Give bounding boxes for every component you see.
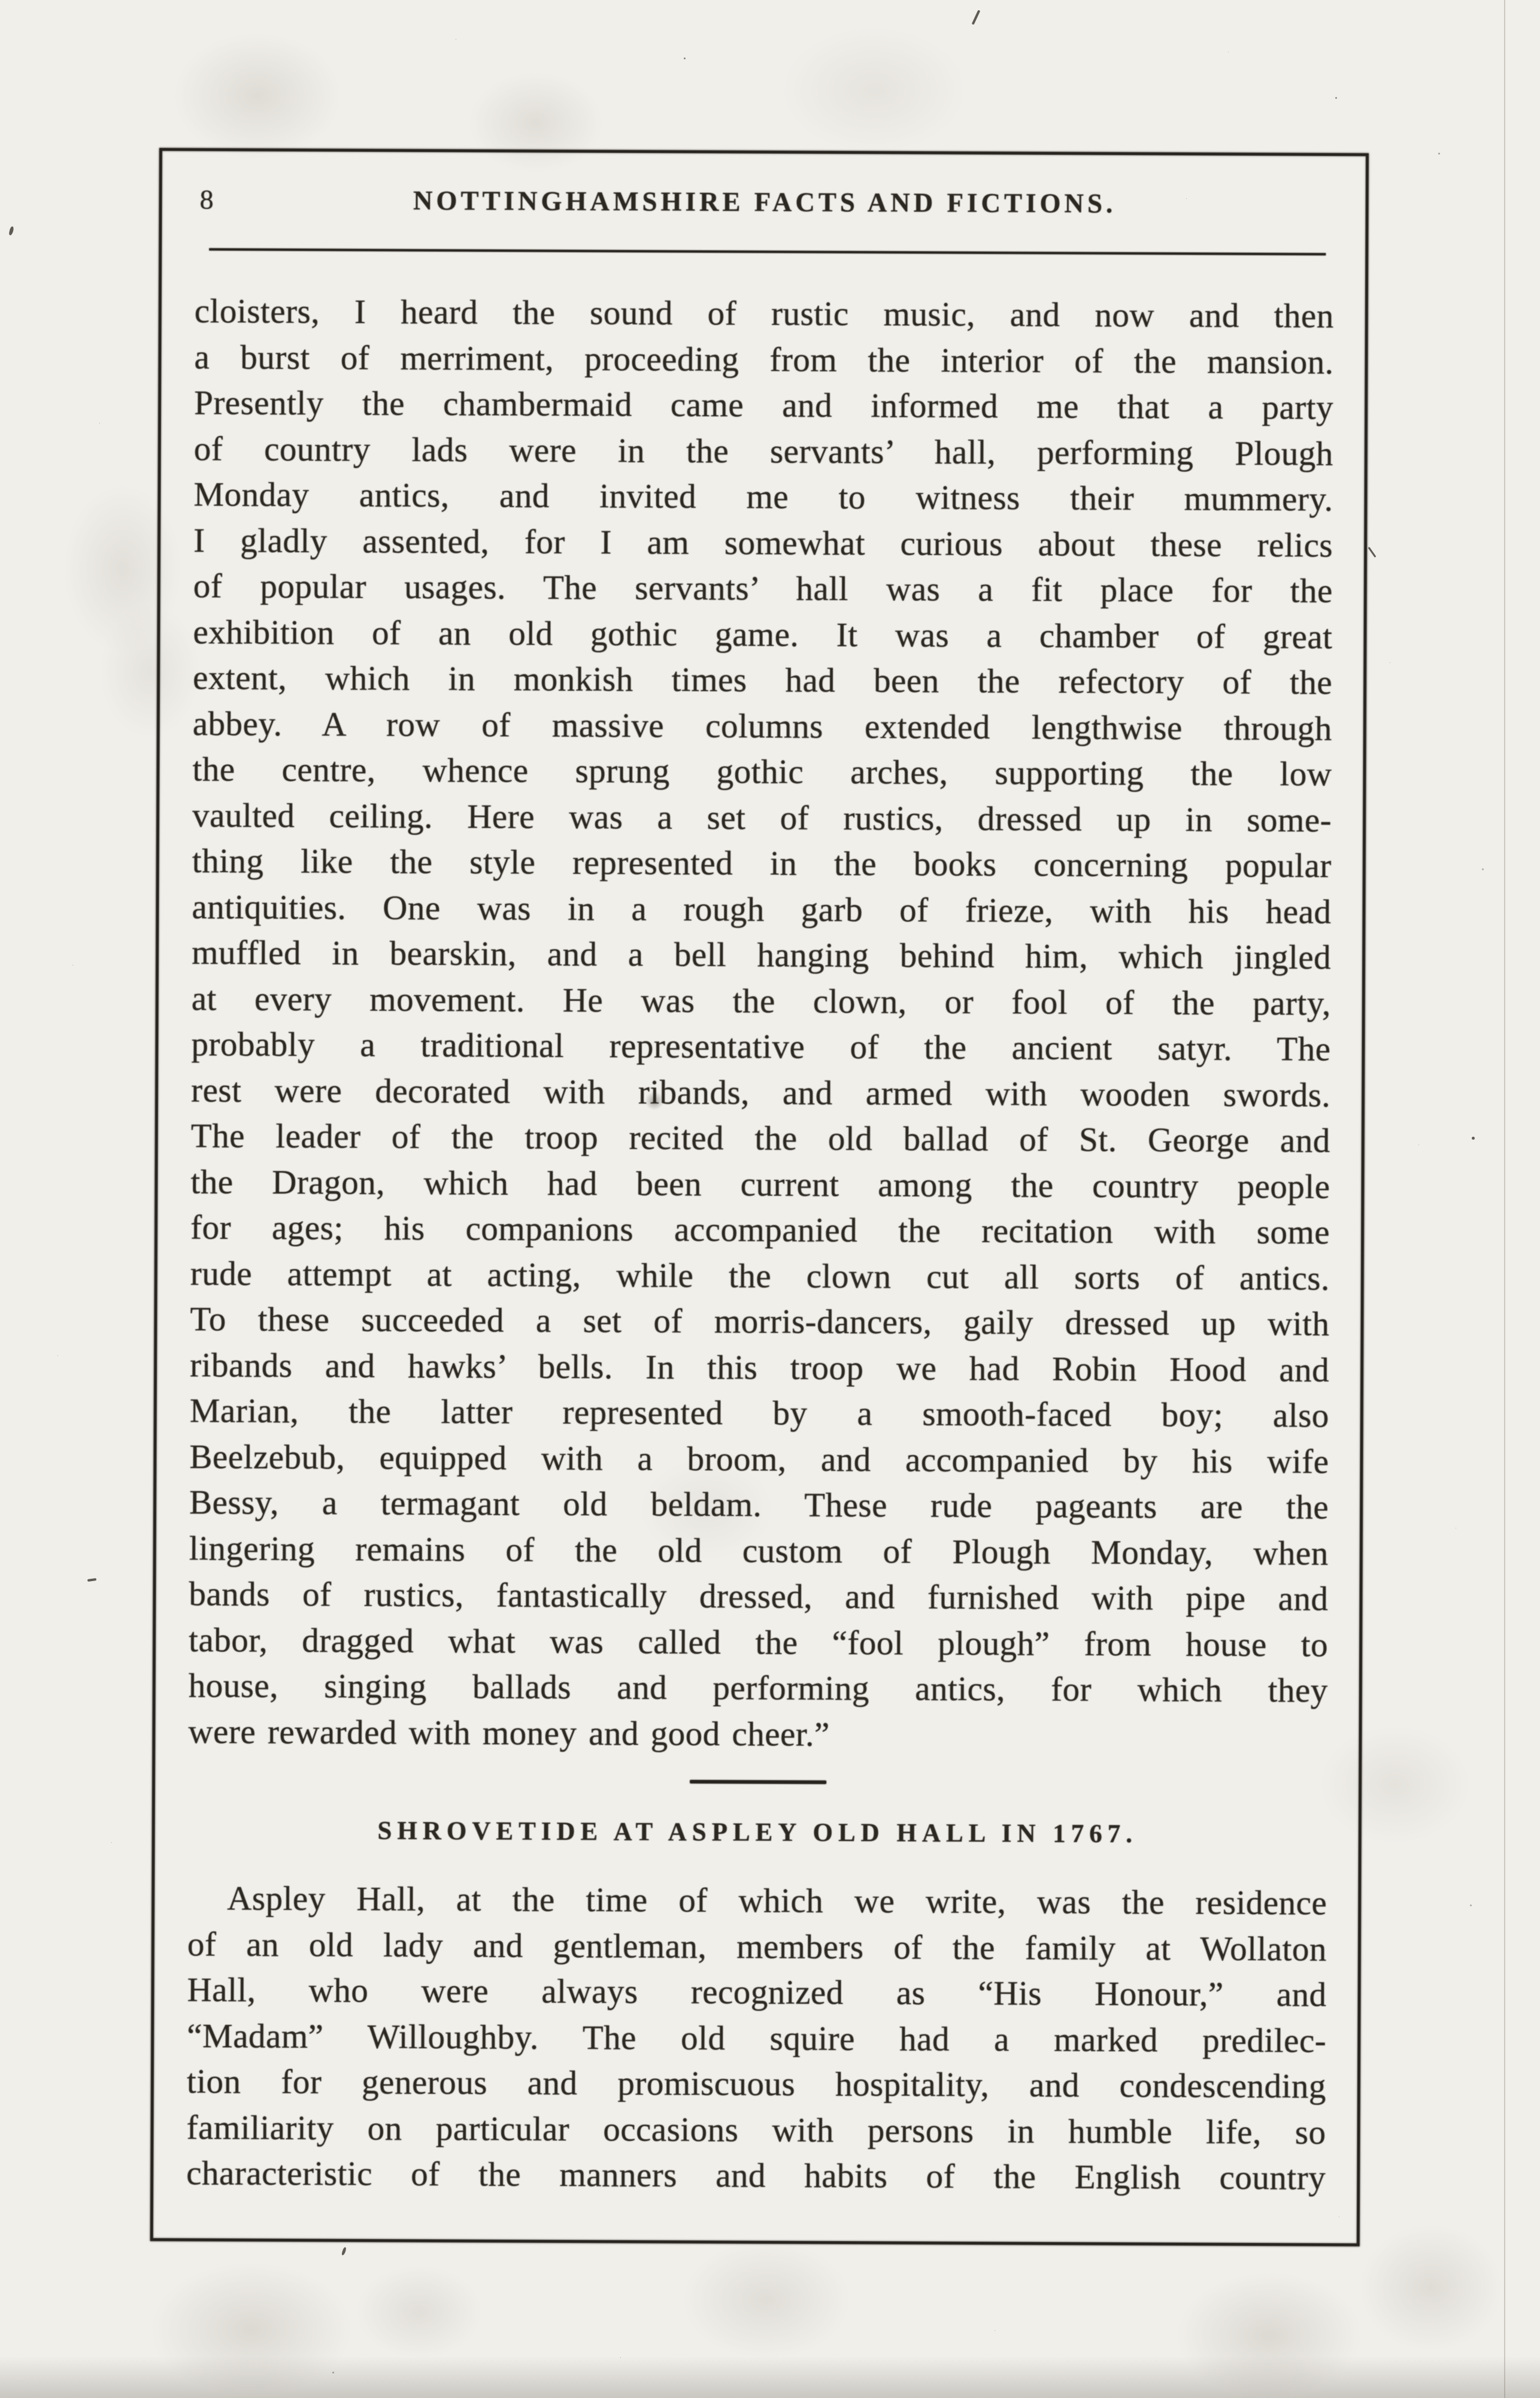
paragraph-plough-monday <box>188 289 1334 1760</box>
text-line: extent, which in monkish times had been the refectory of the <box>193 659 1333 702</box>
text-line: characteristic of the manners and habits of the English country <box>186 2154 1326 2197</box>
ink-speck <box>972 10 981 25</box>
text-line: ribands and hawks’ bells. In this troop we had Robin Hood and <box>189 1346 1330 1389</box>
text-line: antiquities. One was in a rough garb of frieze, with his head <box>192 888 1332 931</box>
text-line: for ages; his companions accompanied the recitation with some <box>190 1209 1330 1252</box>
text-line: Presently the chambermaid came and informed me that a party <box>194 384 1334 427</box>
text-line: at every movement. He was the clown, or fool of the party, <box>191 979 1331 1023</box>
text-line: muffled in bearskin, and a bell hanging behind him, which jingled <box>191 934 1332 977</box>
page-body <box>186 289 1334 2202</box>
text-line: Hall, who were always recognized as “His Honour,” and <box>187 1971 1327 2014</box>
text-line: “Madam” Willoughby. The old squire had a marked predilec- <box>187 2016 1327 2060</box>
text-line: familiarity on particular occasions with persons in humble life, so <box>186 2108 1326 2152</box>
header-rule <box>209 248 1326 255</box>
text-line: Bessy, a termagant old beldam. These rude pageants are the <box>189 1483 1329 1527</box>
text-line: a burst of merriment, proceeding from the interior of the mansion. <box>194 338 1334 382</box>
text-line: of country lads were in the servants’ hall, performing Plough <box>193 429 1333 473</box>
text-line: the centre, whence sprung gothic arches, supporting the low <box>192 750 1332 794</box>
text-line: tion for generous and promiscuous hospitality, and condescending <box>186 2063 1327 2106</box>
text-line: Aspley Hall, at the time of which we write, was the residence <box>227 1879 1327 1922</box>
text-line: exhibition of an old gothic game. It was a chamber of great <box>193 613 1333 656</box>
text-line: The leader of the troop recited the old ballad of St. George and <box>190 1117 1330 1160</box>
paragraph-shrovetide <box>186 1876 1327 2202</box>
text-line: of an old lady and gentleman, members of the family at Wollaton <box>187 1925 1327 1969</box>
page-header <box>195 181 1334 228</box>
text-line: rude attempt at acting, while the clown cut all sorts of antics. <box>190 1254 1330 1298</box>
text-line: cloisters, I heard the sound of rustic music, and now and then <box>194 292 1334 335</box>
text-line: To these succeeded a set of morris-dancers, gaily dressed up with <box>190 1300 1330 1343</box>
page-number: 8 <box>199 184 214 215</box>
scan-page-edge <box>1504 0 1505 2398</box>
page-border-frame <box>150 148 1369 2246</box>
text-line: tabor, dragged what was called the “fool plough” from house to <box>188 1621 1329 1664</box>
text-line: vaulted ceiling. Here was a set of rustics, dressed up in some- <box>192 796 1332 840</box>
text-line: the Dragon, which had been current among the country people <box>190 1162 1330 1206</box>
ink-speck <box>87 1578 96 1582</box>
text-line: Marian, the latter represented by a smooth-faced boy; also <box>189 1392 1329 1435</box>
ink-speck <box>341 2247 347 2256</box>
text-line: thing like the style represented in the books concerning popular <box>192 842 1332 885</box>
text-line: probably a traditional representative of the ancient satyr. The <box>191 1025 1331 1068</box>
text-line: of popular usages. The servants’ hall was a fit place for the <box>193 567 1333 610</box>
text-line: abbey. A row of massive columns extended lengthwise through <box>192 704 1332 748</box>
text-line: house, singing ballads and performing antics, for which they <box>188 1667 1328 1710</box>
text-line: lingering remains of the old custom of Plough Monday, when <box>189 1529 1329 1573</box>
text-line: rest were decorated with ribands, and armed with wooden swords. <box>190 1071 1331 1115</box>
ink-speck <box>8 226 14 235</box>
ink-speck <box>1472 1137 1475 1140</box>
running-title: NOTTINGHAMSHIRE FACTS AND FICTIONS. <box>413 185 1117 219</box>
dust-specks <box>0 0 2 2</box>
section-divider <box>690 1780 826 1784</box>
text-line: Beelzebub, equipped with a broom, and accompanied by his wife <box>189 1437 1329 1481</box>
text-line: were rewarded with money and good cheer.” <box>188 1712 830 1754</box>
ink-speck <box>1368 547 1377 558</box>
text-line: Monday antics, and invited me to witness their mummery. <box>193 476 1333 519</box>
section-heading: SHROVETIDE AT ASPLEY OLD HALL IN 1767. <box>377 1816 1138 1849</box>
text-line: bands of rustics, fantastically dressed, and furnished with pipe and <box>189 1575 1329 1618</box>
text-line: I gladly assented, for I am somewhat curious about these relics <box>193 521 1333 565</box>
